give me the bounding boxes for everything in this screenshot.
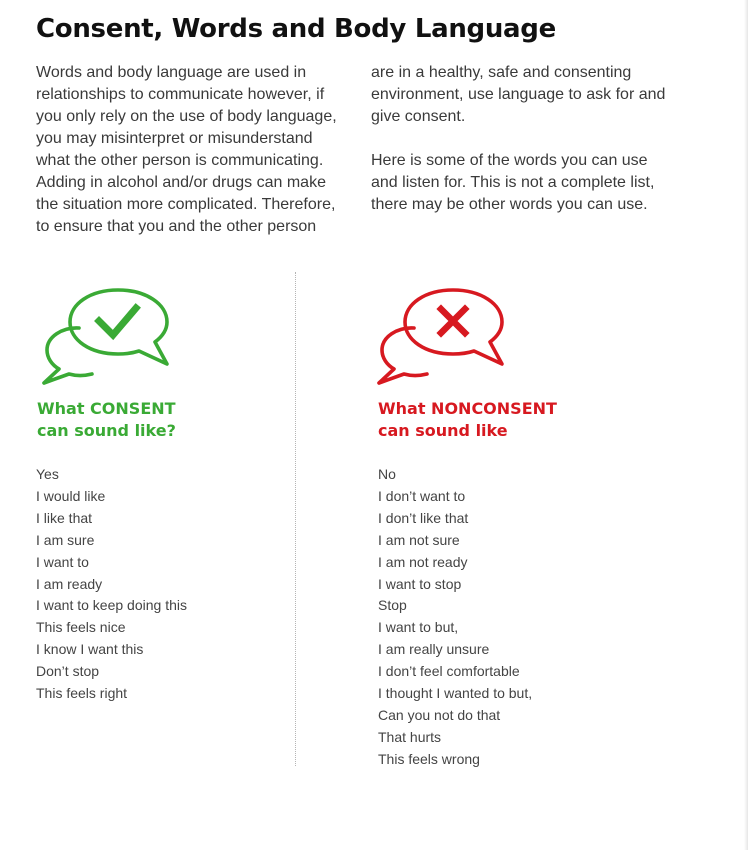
list-item: I want to stop [378,575,462,592]
list-item: I want to but, [378,619,459,636]
intro-line: environment, use language to ask for and [371,86,666,103]
speech-bubbles-cross-icon [375,284,507,388]
page-edge-shadow [744,0,748,850]
intro-paragraph-1 [36,62,361,238]
list-item: I am ready [36,575,103,592]
intro-right-column [371,62,711,216]
nonconsent-heading-line-2: can sound like [378,421,508,440]
intro-line: relationships to communicate however, if [36,86,325,103]
list-item: Can you not do that [378,706,501,723]
intro-paragraph-1-continued [371,62,711,128]
intro-line: the situation more complicated. Therefore, [36,196,336,213]
list-item: This feels nice [36,619,126,636]
list-item: I would like [36,487,106,504]
list-item: This feels right [36,685,128,702]
intro-line: there may be other words you can use. [371,196,648,213]
consent-heading-line-2: can sound like? [37,421,176,440]
list-item: I don’t want to [378,487,466,504]
list-item: I like that [36,509,93,526]
speech-bubbles-checkmark-icon [40,284,172,388]
intro-line: are in a healthy, safe and consenting [371,64,632,81]
list-item: Stop [378,597,407,614]
intro-line: you may misinterpret or misunderstand [36,130,313,147]
intro-line: Words and body language are used in [36,64,307,81]
nonconsent-heading [378,398,557,442]
list-item: I am sure [36,531,95,548]
list-item: I want to keep doing this [36,597,187,614]
column-divider [295,272,296,766]
list-item: I am really unsure [378,641,490,658]
intro-paragraph-2 [371,150,711,216]
intro-left-column [36,62,361,238]
list-item: This feels wrong [378,750,480,767]
intro-line: Adding in alcohol and/or drugs can make [36,174,326,191]
intro-line: and listen for. This is not a complete list, [371,174,655,191]
consent-heading [37,398,176,442]
intro-line: what the other person is communicating. [36,152,324,169]
nonconsent-phrase-list [378,464,532,771]
page-title: Consent, Words and Body Language [36,14,556,44]
consent-phrase-list [36,464,187,705]
intro-line: to ensure that you and the other person [36,218,317,235]
list-item: I am not ready [378,553,468,570]
list-item: I don’t feel comfortable [378,663,520,680]
nonconsent-heading-line-1: What NONCONSENT [378,399,557,418]
intro-line: you only rely on the use of body language, [36,108,337,125]
intro-line: Here is some of the words you can use [371,152,648,169]
list-item: Don’t stop [36,663,100,680]
intro-line: give consent. [371,108,466,125]
list-item: I thought I wanted to but, [378,685,533,702]
list-item: Yes [36,466,59,482]
list-item: I am not sure [378,531,460,548]
list-item: I want to [36,553,89,570]
list-item: I don’t like that [378,509,469,526]
list-item: I know I want this [36,641,144,658]
consent-heading-line-1: What CONSENT [37,399,176,418]
list-item: That hurts [378,728,442,745]
list-item: No [378,466,396,482]
